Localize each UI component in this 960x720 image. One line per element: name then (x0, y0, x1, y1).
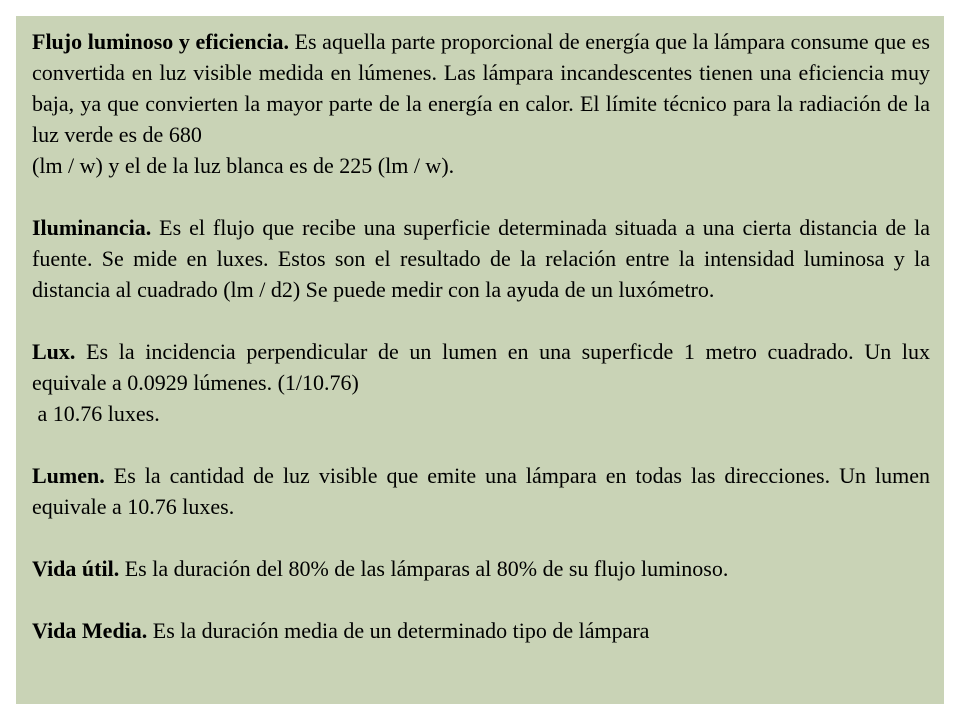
paragraph-vida-media (32, 615, 930, 646)
term-iluminancia: Iluminancia. (32, 215, 152, 240)
paragraph-lux (32, 336, 930, 429)
definition-flujo-luminoso-line2: (lm / w) y el de la luz blanca es de 225 (lm / w). (32, 153, 455, 178)
paragraph-vida-util (32, 553, 930, 584)
definition-vida-media: Es la duración media de un determinado tipo de lámpara (147, 618, 650, 643)
definition-iluminancia: Es el flujo que recibe una superficie determinada situada a una cierta distancia de la fuente. Se mide en luxes. Estos son el resultado de la relación entre la intensidad luminosa y la distancia al cuadrado (lm / d2) Se puede medir con la ayuda de un luxómetro. (32, 215, 930, 302)
paragraph-flujo-luminoso (32, 26, 930, 181)
definition-lux-line2: a 10.76 luxes. (32, 401, 160, 426)
term-flujo-luminoso: Flujo luminoso y eficiencia. (32, 29, 289, 54)
term-vida-util: Vida útil. (32, 556, 120, 581)
term-vida-media: Vida Media. (32, 618, 148, 643)
definition-flujo-luminoso: Es aquella parte proporcional de energía que la lámpara consume que es convertida en luz visible medida en lúmenes. Las lámpara incandescentes tienen una eficiencia muy baja, ya que convierten la mayor parte de la energía en calor. El límite técnico para la radiación de la luz verde es de 680 (32, 29, 930, 147)
term-lux: Lux. (32, 339, 76, 364)
definition-lux: Es la incidencia perpendicular de un lumen en una superficde 1 metro cuadrado. Un lux equivale a 0.0929 lúmenes. (1/10.76) (32, 339, 930, 395)
slide-content (16, 16, 944, 704)
paragraph-iluminancia (32, 212, 930, 305)
definition-lumen: Es la cantidad de luz visible que emite una lámpara en todas las direcciones. Un lumen equivale a 10.76 luxes. (32, 463, 930, 519)
definition-vida-util: Es la duración del 80% de las lámparas al 80% de su flujo luminoso. (119, 556, 729, 581)
paragraph-lumen (32, 460, 930, 522)
term-lumen: Lumen. (32, 463, 105, 488)
